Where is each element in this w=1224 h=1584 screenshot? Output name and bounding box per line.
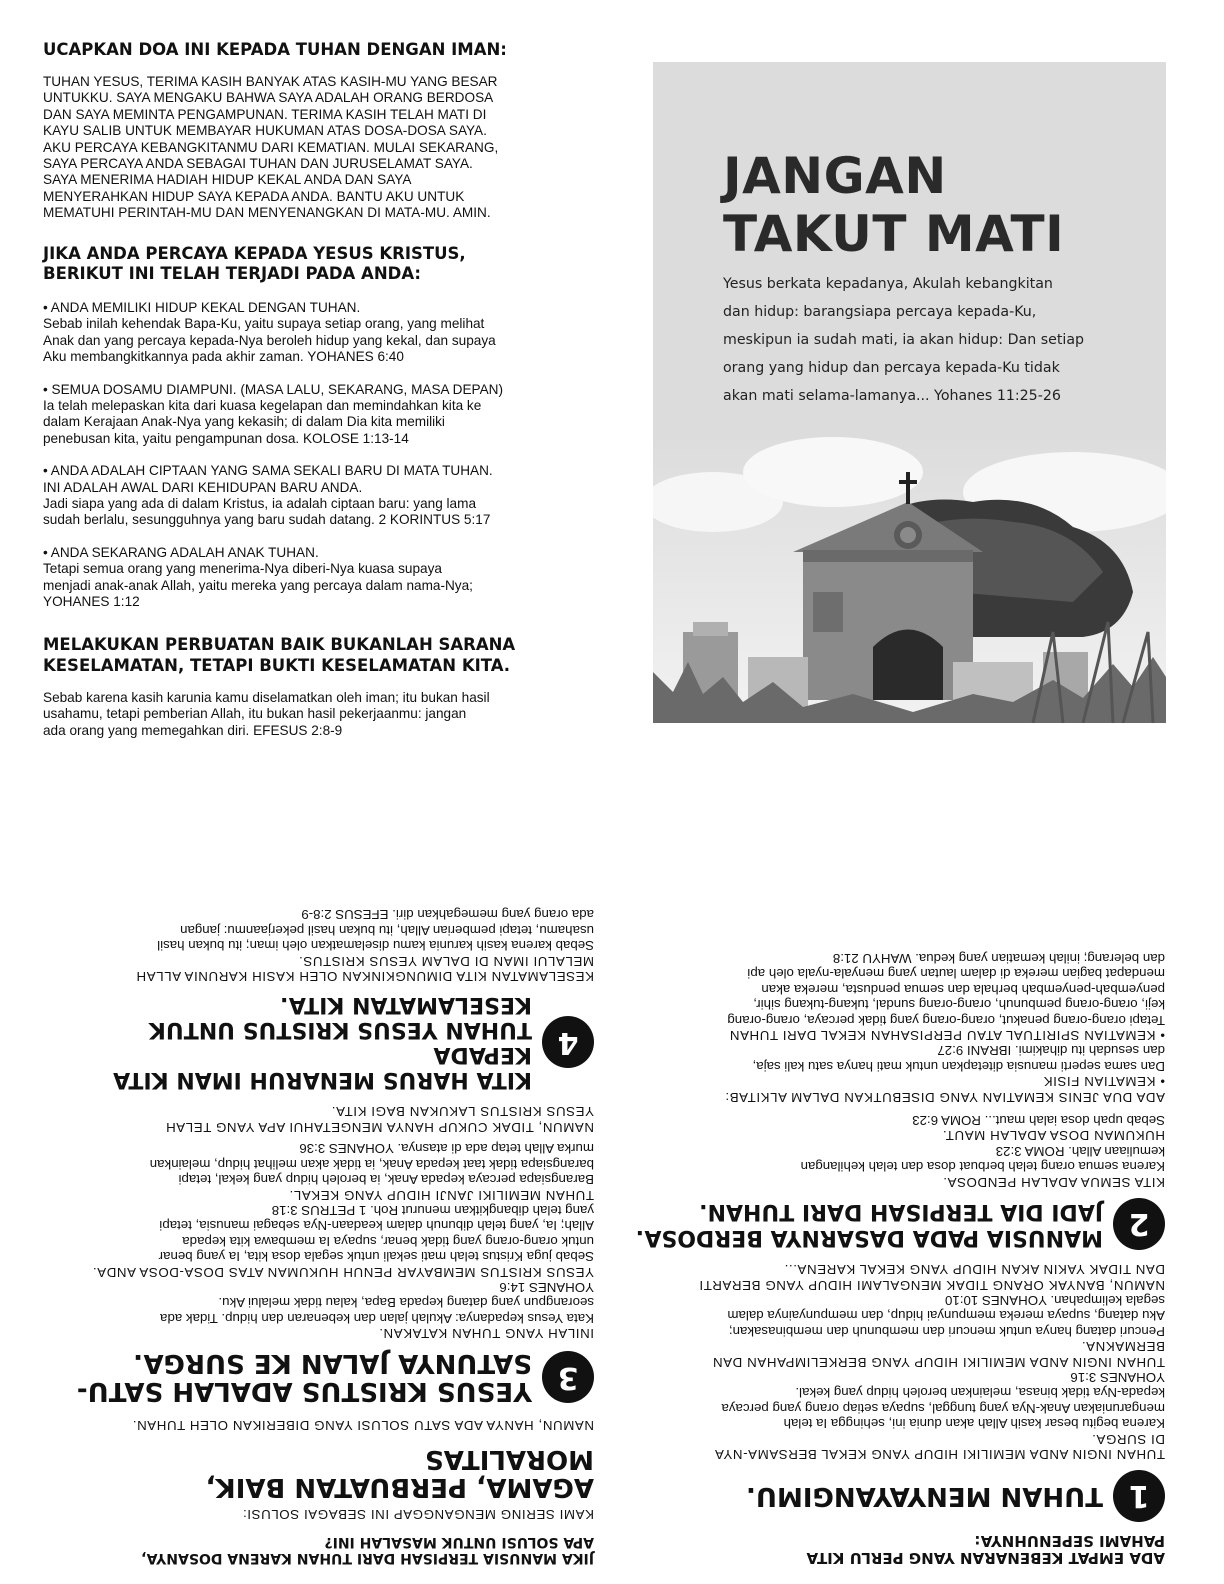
- intro-line: ADA EMPAT KEBENARAN YANG PERLU KITA: [806, 1549, 1165, 1567]
- point-line: dan sesudah itu dihakimi. IBRANI 9:27: [937, 1043, 1165, 1059]
- point-line: Pencuri datang hanya untuk mencuri dan membunuh dan membinasakan;: [728, 1323, 1165, 1339]
- point-line: Tetapi orang-orang penakut, orang-orang yang tidak percaya, orang-orang: [727, 1012, 1165, 1028]
- point-2-body: [635, 951, 1165, 1190]
- believe-item-line: Anak dan yang percaya kepada-Nya beroleh hidup yang kekal, dan supaya: [43, 332, 496, 348]
- prayer-line: DAN SAYA MEMINTA PENGAMPUNAN. TERIMA KASIH TELAH MATI DI: [43, 106, 487, 122]
- believe-item-line: penebusan kita, yaitu pengampunan dosa. KOLOSE 1:13-14: [43, 430, 409, 446]
- point-line: KESELAMATAN KITA DIMUNGKINKAN OLEH KASIH KARUNIA ALLAH: [135, 969, 594, 985]
- point-line: Sebab upah dosa ialah maut... ROMA 6:23: [912, 1113, 1165, 1129]
- prayer-line: AKU PERCAYA KEBANGKITANMU DARI KEMATIAN. MULAI SEKARANG,: [43, 139, 499, 155]
- point-line: ADA DUA JENIS KEMATIAN YANG DISEBUTKAN DALAM ALKITAB:: [724, 1089, 1165, 1105]
- point-title-line: KESELAMATAN KITA.: [280, 992, 532, 1018]
- solutions-heading: AGAMA, PERBUATAN BAIK, MORALITAS: [205, 1443, 594, 1502]
- believe-item: [43, 382, 583, 448]
- point-line: segala kelimpahan. YOHANES 10:10: [944, 1292, 1165, 1308]
- believe-item-title: INI ADALAH AWAL DARI KEHIDUPAN BARU ANDA.: [43, 479, 363, 495]
- point-4-header: [64, 992, 594, 1092]
- point-number-badge: 4: [542, 1016, 594, 1068]
- cover-verse-line: Yesus berkata kepadanya, Akulah kebangkitan: [723, 276, 1053, 292]
- point-line: Karena begitu besar kasih Allah akan dunia ini, sehingga Ia telah: [783, 1416, 1165, 1432]
- cover-title-line: TAKUT MATI: [723, 205, 1065, 263]
- point-line: yang telah dibangkitkan menurut Roh. 1 PETRUS 3:18: [271, 1202, 594, 1218]
- point-line: YESUS KRISTUS LAKUKAN BAGI KITA.: [331, 1104, 594, 1120]
- works-heading-line: MELAKUKAN PERBUATAN BAIK BUKANLAH SARANA: [43, 635, 516, 654]
- chapel-cemetery-photo: [653, 432, 1166, 723]
- point-title-line: YESUS KRISTUS ADALAH SATU-: [76, 1376, 532, 1407]
- point-number-badge: 2: [1113, 1198, 1165, 1250]
- believe-item-title: • ANDA SEKARANG ADALAH ANAK TUHAN.: [43, 544, 319, 560]
- prayer-text: [43, 74, 583, 222]
- believe-item-title: • ANDA ADALAH CIPTAAN YANG SAMA SEKALI BARU DI MATA TUHAN.: [43, 463, 493, 479]
- point-line: Sebab karena kasih karunia kamu diselamatkan oleh iman; itu bukan hasil: [157, 938, 594, 954]
- point-line: Kata Yesus kepadanya: Akulah jalan dan kebenaran dan hidup. Tidak ada: [160, 1310, 594, 1326]
- point-3-header: [64, 1349, 594, 1405]
- point-title-line: TUHAN YESUS KRISTUS UNTUK: [148, 1017, 532, 1043]
- prayer-line: SAYA MENERIMA HADIAH HIDUP KEKAL ANDA DAN SAYA: [43, 172, 412, 188]
- prayer-line: TUHAN YESUS, TERIMA KASIH BANYAK ATAS KASIH-MU YANG BESAR: [43, 74, 498, 89]
- believe-item-line: sudah berlalu, sesungguhnya yang baru sudah datang. 2 KORINTUS 5:17: [43, 512, 491, 528]
- point-line: murka Allah tetap ada di atasnya. YOHANES 3:36: [299, 1141, 594, 1157]
- inverted-right-column: [64, 907, 594, 1566]
- prayer-section: [43, 40, 583, 222]
- believe-heading-line: JIKA ANDA PERCAYA KEPADA YESUS KRISTUS,: [43, 244, 466, 263]
- point-2-header: [635, 1198, 1165, 1250]
- prayer-line: KAYU SALIB UNTUK MEMBAYAR HUKUMAN ATAS DOSA-DOSA SAYA.: [43, 123, 487, 139]
- works-line: Sebab karena kasih karunia kamu diselamatkan oleh iman; itu bukan hasil: [43, 690, 490, 705]
- works-section: [43, 634, 583, 739]
- point-line: ada orang yang memegahkan diri. EFESUS 2:8-9: [301, 907, 594, 923]
- point-line: Dan sama seperti manusia ditetapkan untuk mati hanya satu kali saja,: [752, 1058, 1165, 1074]
- point-line: TUHAN INGIN ANDA MEMILIKI HIDUP YANG BERKELIMPAHAN DAN: [712, 1354, 1165, 1370]
- point-line: • KEMATIAN SPIRITUAL ATAU PERPISAHAN KEKAL DARI TUHAN: [729, 1028, 1165, 1044]
- point-line: NAMUN, BANYAK ORANG TIDAK MENGALAMI HIDUP YANG BERARTI: [698, 1277, 1165, 1293]
- point-title-line: SATUNYA JALAN KE SURGA.: [133, 1348, 532, 1379]
- point-line: DAN TIDAK YAKIN AKAN HIDUP YANG KEKAL KARENA...: [784, 1262, 1165, 1278]
- but-line: NAMUN, HANYA ADA SATU SOLUSI YANG DIBERIKAN OLEH TUHAN.: [132, 1417, 594, 1433]
- cover-verse-line: dan hidup: barangsiapa percaya kepada-Ku,: [723, 304, 1037, 320]
- point-line: kemuliaan Allah. ROMA 3:23: [995, 1143, 1165, 1159]
- prayer-line: SAYA PERCAYA ANDA SEBAGAI TUHAN DAN JURUSELAMAT SAYA.: [43, 156, 473, 172]
- point-line: KITA SEMUA ADALAH PENDOSA.: [942, 1174, 1165, 1190]
- point-line: TUHAN INGIN ANDA MEMILIKI HIDUP YANG KEKAL BERSAMA-NYA: [714, 1447, 1165, 1462]
- prayer-line: MEMATUHI PERINTAH-MU DAN MENYENANGKAN DI MATA-MU. AMIN.: [43, 205, 491, 221]
- inverted-half: [0, 792, 1224, 1584]
- point-4-body: [64, 907, 594, 984]
- point-line: untuk orang-orang yang tidak benar, supaya Ia membawa kita kepada: [182, 1233, 594, 1249]
- point-line: mengaruniakan Anak-Nya yang tunggal, supaya setiap orang yang percaya: [721, 1400, 1165, 1416]
- believe-item-title: • SEMUA DOSAMU DIAMPUNI. (MASA LALU, SEKARANG, MASA DEPAN): [43, 381, 503, 397]
- point-title-line: MANUSIA PADA DASARNYA BERDOSA.: [635, 1224, 1103, 1250]
- point-line: Aku datang, supaya mereka mempunyai hidup, dan mempunyainya dalam: [727, 1308, 1165, 1324]
- inverted-left-column: [635, 951, 1165, 1566]
- point-line: YOHANES 3:16: [1070, 1369, 1165, 1385]
- cover-title-line: JANGAN: [723, 147, 947, 205]
- cover-verse-line: meskipun ia sudah mati, ia akan hidup: Dan setiap: [723, 332, 1085, 348]
- point-line: TUHAN MEMILIKI JANJI HIDUP YANG KEKAL.: [288, 1187, 594, 1203]
- point-line: dan belerang; inilah kematian yang kedua. WAHYU 21:8: [832, 951, 1165, 967]
- point-line: MELALUI IMAN DI DALAM YESUS KRISTUS.: [298, 953, 594, 969]
- cover-verse: [723, 270, 1123, 410]
- believe-item-line: menjadi anak-anak Allah, yaitu mereka yang percaya dalam nama-Nya;: [43, 577, 473, 593]
- point-line: keji, orang-orang pembunuh, orang-orang sundal, tukang-tukang sihir,: [753, 997, 1165, 1013]
- point-line: Barangsiapa percaya kepada Anak, ia beroleh hidup yang kekal, tetapi: [178, 1172, 594, 1188]
- intro-line: JIKA MANUSIA TERPISAH DARI TUHAN KARENA DOSANYA,: [141, 1550, 594, 1566]
- point-line: kepada-Nya tidak binasa, melainkan beroleh hidup yang kekal.: [795, 1385, 1165, 1401]
- point-line: Sebab juga Kristus telah mati sekali untuk segala dosa kita, Ia yang benar: [158, 1249, 594, 1265]
- point-line: NAMUN, TIDAK CUKUP HANYA MENGETAHUI APA YANG TELAH: [165, 1119, 594, 1135]
- believe-item-line: Sebab inilah kehendak Bapa-Ku, yaitu supaya setiap orang, yang melihat: [43, 316, 485, 332]
- believe-item-title: • ANDA MEMILIKI HIDUP KEKAL DENGAN TUHAN.: [43, 300, 361, 315]
- believe-section: [43, 244, 583, 611]
- believe-item: [43, 463, 583, 529]
- point-line: barangsiapa tidak taat kepada Anak, ia tidak akan melihat hidup, melainkan: [149, 1156, 594, 1172]
- point-line: Karena semua orang telah berbuat dosa dan telah kehilangan: [800, 1159, 1165, 1175]
- point-line: BERMAKNA.: [1081, 1339, 1165, 1355]
- point-3-body: [64, 1104, 594, 1341]
- believe-item-line: Ia telah melepaskan kita dari kuasa kegelapan dan memindahkan kita ke: [43, 398, 482, 414]
- point-line: YOHANES 14:6: [499, 1279, 594, 1295]
- prayer-line: UNTUKKU. SAYA MENGAKU BAHWA SAYA ADALAH ORANG BERDOSA: [43, 90, 494, 106]
- point-number-badge: 3: [542, 1351, 594, 1403]
- believe-item: [43, 300, 583, 366]
- believe-item-line: Jadi siapa yang ada di dalam Kristus, ia adalah ciptaan baru: yang lama: [43, 496, 477, 512]
- cover-verse-line: akan mati selama-lamanya... Yohanes 11:25-26: [723, 388, 1061, 404]
- intro-line: PAHAMI SEPENUHNYA:: [974, 1532, 1165, 1550]
- point-line: YESUS KRISTUS MEMBAYAR PENUH HUKUMAN ATAS DOSA-DOSA ANDA.: [92, 1264, 594, 1280]
- point-title: TUHAN MENYAYANGIMU.: [745, 1481, 1103, 1511]
- cover-title: [723, 147, 1064, 263]
- believe-heading-line: BERIKUT INI TELAH TERJADI PADA ANDA:: [43, 264, 422, 283]
- works-line: ada orang yang memegahkan diri. EFESUS 2:8-9: [43, 722, 343, 738]
- works-line: usahamu, tetapi pemberian Allah, itu bukan hasil pekerjaanmu: jangan: [43, 706, 467, 722]
- intro-line: APA SOLUSI UNTUK MASALAH INI?: [324, 1534, 594, 1550]
- believe-item-line: dalam Kerajaan Anak-Nya yang kekasih; di dalam Dia kita memiliki: [43, 414, 445, 430]
- works-heading-line: KESELAMATAN, TETAPI BUKTI KESELAMATAN KITA.: [43, 656, 511, 675]
- point-line: usahamu, tetapi pemberian Allah, itu bukan hasil pekerjaanmu: jangan: [180, 922, 594, 938]
- believe-item: [43, 545, 583, 611]
- cover-verse-line: orang yang hidup dan percaya kepada-Ku tidak: [723, 360, 1060, 376]
- point-line: HUKUMAN DOSA ADALAH MAUT.: [942, 1128, 1165, 1144]
- believe-item-line: Tetapi semua orang yang menerima-Nya diberi-Nya kuasa supaya: [43, 561, 442, 577]
- point-line: seorangpun yang datang kepada Bapa, kalau tidak melalui Aku.: [218, 1295, 594, 1311]
- point-title-line: KITA HARUS MENARUH IMAN KITA KEPADA: [113, 1042, 532, 1093]
- point-1-body: [635, 1262, 1165, 1462]
- point-line: INILAH YANG TUHAN KATAKAN.: [378, 1326, 594, 1342]
- point-line: DI SURGA.: [1091, 1431, 1165, 1447]
- point-number-badge: 1: [1113, 1470, 1165, 1522]
- point-1-header: [635, 1470, 1165, 1522]
- cover-panel: [653, 62, 1166, 723]
- believe-item-line: Aku membangkitkannya pada akhir zaman. YOHANES 6:40: [43, 349, 404, 365]
- point-line: • KEMATIAN FISIK: [1043, 1074, 1165, 1090]
- point-line: Allah; Ia, yang telah dibunuh dalam keadaan-Nya sebagai manusia, tetapi: [159, 1218, 594, 1234]
- point-line: mendapat bagian mereka di dalam lautan yang menyala-nyala oleh api: [747, 966, 1165, 982]
- point-line: penyembah-penyembah berhala dan semua pendusta, mereka akan: [761, 981, 1165, 997]
- solutions-label: KAMI SERING MENGANGGAP INI SEBAGAI SOLUSI:: [242, 1507, 594, 1522]
- prayer-heading: UCAPKAN DOA INI KEPADA TUHAN DENGAN IMAN:: [43, 40, 507, 59]
- believe-item-line: YOHANES 1:12: [43, 594, 140, 610]
- point-title-line: JADI DIA TERPISAH DARI TUHAN.: [699, 1198, 1103, 1224]
- prayer-line: MENYERAHKAN HIDUP SAYA KEPADA ANDA. BANTU AKU UNTUK: [43, 188, 465, 204]
